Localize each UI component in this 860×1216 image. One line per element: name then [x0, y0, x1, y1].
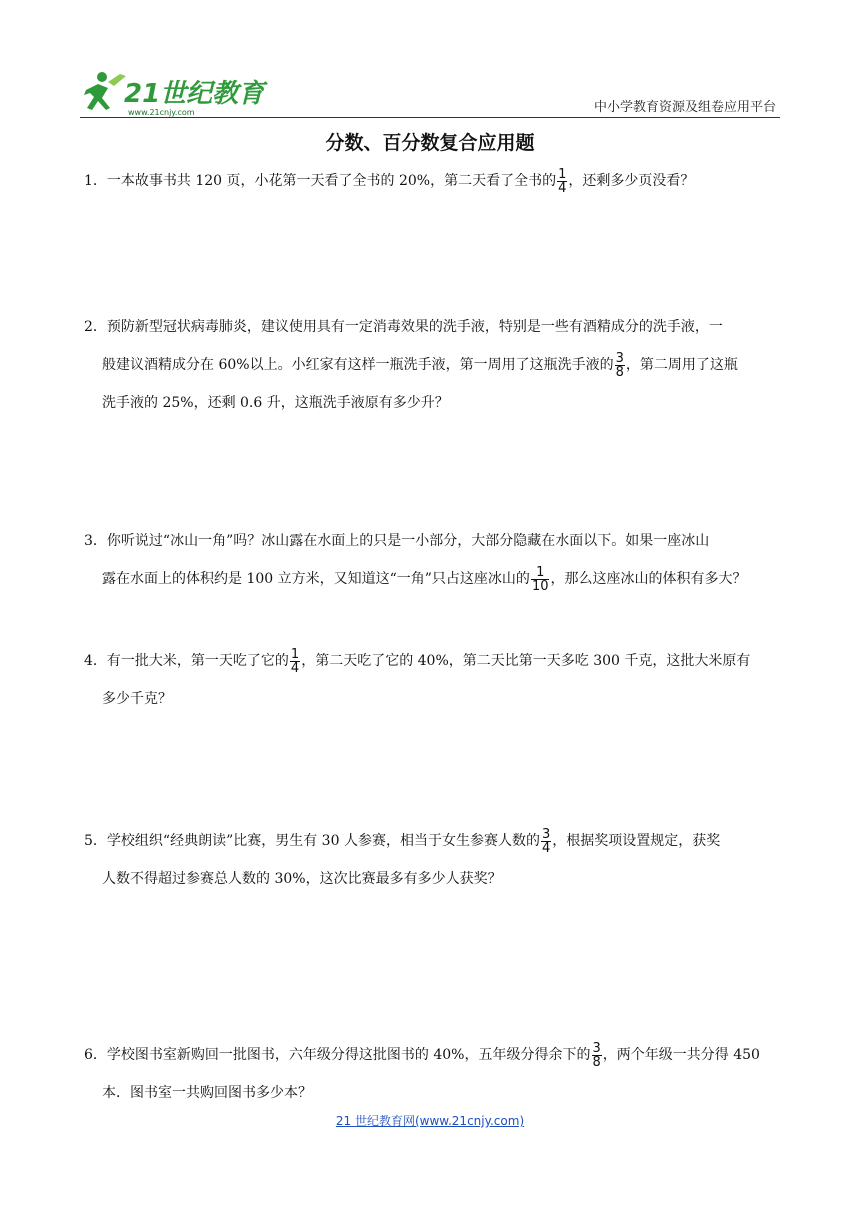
footer-link[interactable]: 21 世纪教育网(www.21cnjy.com)	[335, 1114, 525, 1128]
question-1	[84, 162, 784, 200]
fraction: $\frac{1}{4}$	[290, 646, 300, 676]
question-text: 露在水面上的体积约是 100 立方米，又知道这“一角”只占这座冰山的	[102, 571, 530, 587]
question-text: 人数不得超过参赛总人数的 30%，这次比赛最多有多少人获奖？	[102, 871, 502, 887]
question-3	[84, 522, 784, 598]
question-text: 你听说过“冰山一角”吗？冰山露在水面上的只是一小部分，大部分隐藏在水面以下。如果一座冰山	[106, 533, 710, 549]
fraction: $\frac{1}{10}$	[531, 564, 549, 594]
question-text: 般建议酒精成分在 60%以上。小红家有这样一瓶洗手液，第一周用了这瓶洗手液的	[102, 357, 614, 373]
fraction: $\frac{3}{8}$	[592, 1040, 601, 1070]
fraction: $\frac{3}{4}$	[541, 826, 551, 856]
question-text: 本．图书室一共购回图书多少本？	[102, 1085, 312, 1101]
question-number: 1．	[84, 173, 107, 189]
question-text: 多少千克？	[102, 691, 172, 707]
question-text: ，第二周用了这瓶	[625, 357, 738, 373]
question-text: ，那么这座冰山的体积有多大？	[550, 571, 747, 587]
question-number: 4．	[84, 653, 107, 669]
question-number: 5．	[84, 833, 107, 849]
fraction: $\frac{1}{4}$	[558, 166, 567, 196]
question-2	[84, 308, 784, 422]
question-text: 一本故事书共 120 页，小花第一天看了全书的 20%，第二天看了全书的	[106, 173, 557, 189]
page-title: 分数、百分数复合应用题	[325, 132, 535, 154]
question-text: 学校组织“经典朗读”比赛，男生有 30 人参赛，相当于女生参赛人数的	[106, 833, 540, 849]
logo-url: www.21cnjy.com	[128, 108, 195, 117]
question-5	[84, 822, 784, 898]
question-number: 6．	[84, 1047, 107, 1063]
question-6	[84, 1036, 784, 1112]
question-text: ，根据奖项设置规定，获奖	[552, 833, 721, 849]
question-text: 有一批大米，第一天吃了它的	[106, 653, 289, 669]
question-4	[84, 642, 784, 718]
header-divider	[80, 117, 780, 118]
question-text: ，还剩多少页没看？	[568, 173, 695, 189]
site-logo[interactable]	[80, 68, 270, 118]
question-text: 洗手液的 25%，还剩 0.6 升，这瓶洗手液原有多少升？	[102, 395, 449, 411]
question-number: 3．	[84, 533, 107, 549]
question-text: ，第二天吃了它的 40%，第二天比第一天多吃 300 千克，这批大米原有	[301, 653, 751, 669]
page-footer	[0, 1112, 860, 1129]
question-text: ，两个年级一共分得 450	[602, 1047, 760, 1063]
question-number: 2．	[84, 319, 107, 335]
fraction: $\frac{3}{8}$	[615, 350, 624, 380]
logo-text: 21世纪教育	[124, 79, 265, 109]
question-text: 学校图书室新购回一批图书，六年级分得这批图书的 40%，五年级分得余下的	[106, 1047, 591, 1063]
page-header	[80, 60, 780, 118]
site-tagline: 中小学教育资源及组卷应用平台	[593, 100, 776, 115]
question-text: 预防新型冠状病毒肺炎，建议使用具有一定消毒效果的洗手液，特别是一些有酒精成分的洗手液，一	[106, 319, 723, 335]
running-figure-icon	[84, 72, 126, 110]
